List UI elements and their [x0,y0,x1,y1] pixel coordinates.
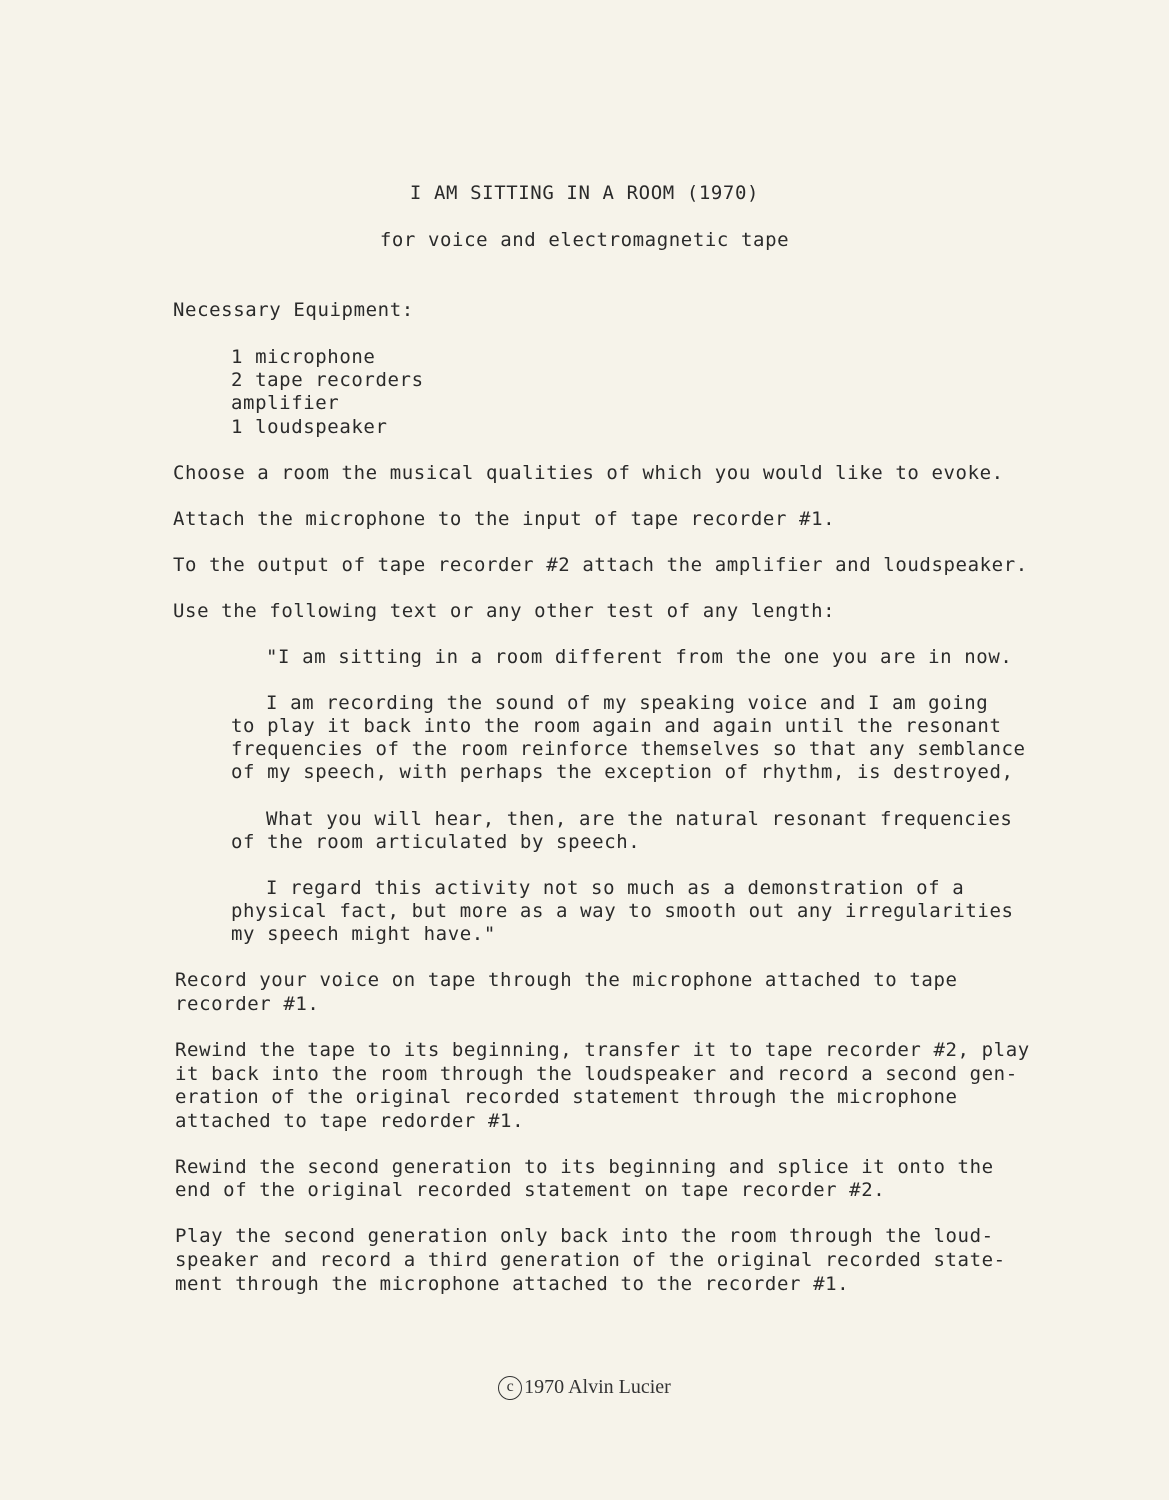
quote-line: I am recording the sound of my speaking voice and I am going [266,692,989,714]
instruction-choose-room: Choose a room the musical qualities of which you would like to evoke. [173,462,1004,484]
copyright-text: 1970 Alvin Lucier [524,1376,671,1398]
equipment-item: 2 tape recorders [231,369,424,391]
equipment-item: 1 microphone [231,346,376,368]
quote-line: What you will hear, then, are the natural resonant frequencies [266,808,1013,830]
quote-line: "I am sitting in a room different from the one you are in now. [266,646,1013,668]
quote-line: to play it back into the room again and again until the resonant [231,715,1002,737]
instruction-line: Record your voice on tape through the microphone attached to tape [175,969,958,991]
instruction-line: Play the second generation only back into the room through the loud- [175,1225,994,1247]
instruction-line: attached to tape redorder #1. [175,1110,525,1132]
instruction-line: ment through the microphone attached to the recorder #1. [175,1273,850,1295]
equipment-heading: Necessary Equipment: [173,299,414,321]
instruction-attach-mic: Attach the microphone to the input of tape recorder #1. [173,508,836,530]
instruction-line: Rewind the second generation to its beginning and splice it onto the [175,1156,994,1178]
copyright-footer [0,1376,1169,1400]
page-subtitle: for voice and electromagnetic tape [379,229,790,251]
instruction-use-text: Use the following text or any other test of any length: [173,600,836,622]
equipment-item: amplifier [231,392,340,414]
instruction-line: recorder #1. [175,993,320,1015]
instruction-line: Rewind the tape to its beginning, transfer it to tape recorder #2, play [175,1039,1030,1061]
copyright-icon: c [498,1376,522,1400]
quote-line: of the room articulated by speech. [231,831,641,853]
quote-line: I regard this activity not so much as a demonstration of a [266,877,965,899]
page-title: I AM SITTING IN A ROOM (1970) [409,182,760,204]
instruction-line: it back into the room through the loudspeaker and record a second gen- [175,1063,1018,1085]
instruction-line: eration of the original recorded statement through the microphone [175,1086,958,1108]
equipment-item: 1 loudspeaker [231,416,388,438]
instruction-line: end of the original recorded statement on tape recorder #2. [175,1179,886,1201]
instruction-attach-amp: To the output of tape recorder #2 attach the amplifier and loudspeaker. [173,554,1028,576]
instruction-line: speaker and record a third generation of the original recorded state- [175,1249,1006,1271]
quote-line: my speech might have." [231,923,496,945]
quote-line: of my speech, with perhaps the exception of rhythm, is destroyed, [231,761,1014,783]
quote-line: frequencies of the room reinforce themselves so that any semblance [231,738,1026,760]
quote-line: physical fact, but more as a way to smooth out any irregularities [231,900,1014,922]
